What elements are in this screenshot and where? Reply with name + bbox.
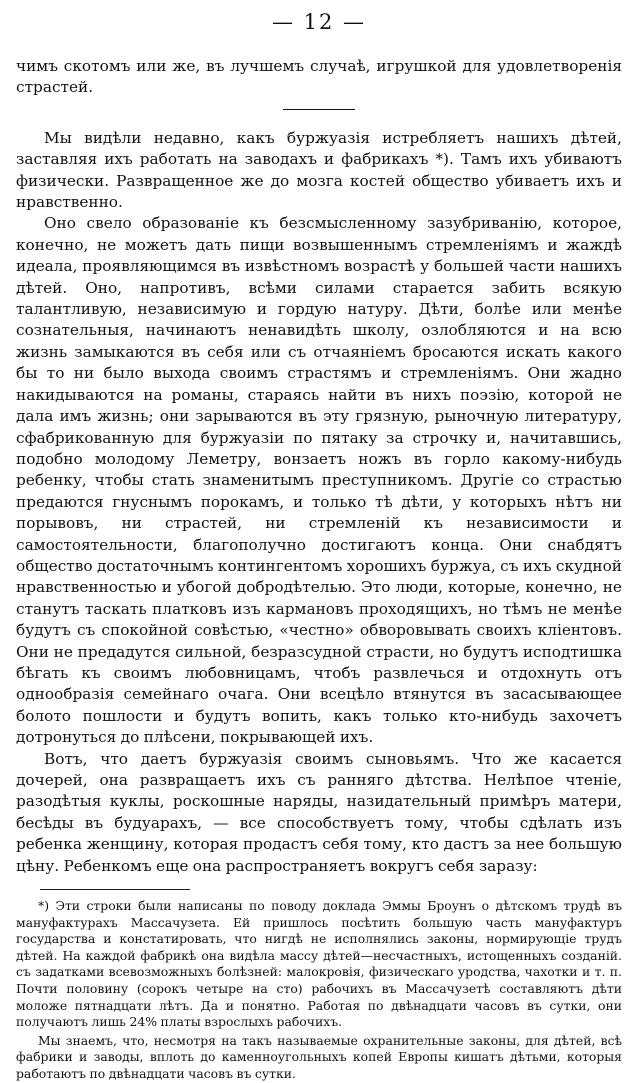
section-separator — [283, 109, 355, 110]
footnote-rule — [40, 889, 190, 890]
footnote-2: Мы знаемъ, что, несмотря на такъ называемые охранительные законы, для дѣтей, всѣ фабрики и заводы, вплоть до каменноугольныхъ копей Европы кишатъ дѣтьми, которыя работаютъ по двѣнадцати часовъ въ сутки. — [16, 1032, 622, 1081]
footnotes — [16, 898, 622, 1083]
paragraph-3: Вотъ, что даетъ буржуазія своимъ сыновьямъ. Что же касается дочерей, она развращаетъ ихъ съ ранняго дѣтства. Нелѣпое чтеніе, разодѣтыя куклы, роскошные наряды, назидательный примѣръ матери, бесѣды въ будуарахъ, — все способствуетъ тому, чтобы сдѣлать изъ ребенка женщину, которая продастъ себя тому, кто дастъ за нее большую цѣну. Ребенкомъ еще она распространяетъ вокругъ себя заразу: — [16, 749, 622, 875]
paragraph-2: Оно свело образованіе къ безсмысленному зазубриванію, которое, конечно, не можетъ дать пищи возвышеннымъ стремленіямъ и жаждѣ идеала, проявляющимся въ извѣстномъ возрастѣ у большей части нашихъ дѣтей. Оно, напротивъ, всѣми силами старается забить всякую талантливую, независимую и гордую натуру. Дѣти, болѣе или менѣе сознательныя, начинаютъ ненавидѣть школу, озлобляются и на всю жизнь замыкаются въ себя или съ отчаяніемъ бросаются искать какого бы то ни было выхода своимъ страстямъ и стремленіямъ. Они жадно накидываются на романы, стараясь найти въ нихъ поэзію, которой не дала имъ жизнь; они зарываются въ эту грязную, рыночную литературу, сфабрикованную для буржуазіи по пятаку за строчку и, начитавшись, подобно молодому Леметру, вонзаетъ ножъ въ горло какому-нибудь ребенку, чтобы стать знаменитымъ преступникомъ. Другіе со страстью предаются гнуснымъ порокамъ, и только тѣ дѣти, у которыхъ нѣтъ ни порывовъ, ни страстей, ни стремленій къ независимости и самостоятельности, благополучно достигаютъ конца. Они снабдятъ общество достаточнымъ контингентомъ хорошихъ буржуа, съ ихъ скудной нравственностью и убогой добродѣтелью. Это люди, которые, конечно, не станутъ таскать платковъ изъ кармановъ проходящихъ, но тѣмъ не менѣе будутъ съ спокойной совѣстью, «честно» обворовывать своихъ кліентовъ. Они не предадутся сильной, безразсудной страсти, но будутъ исподтишка бѣгать къ своимъ любовницамъ, чтобъ развлечься и отдохнуть отъ однообразія семейнаго очага. Они всецѣло втянутся въ засасывающее болото пошлости и будутъ вопить, какъ только кто-нибудь захочетъ дотронуться до плѣсени, покрывающей ихъ. — [16, 214, 622, 747]
paragraph-1: Мы видѣли недавно, какъ буржуазія истребляетъ нашихъ дѣтей, заставляя ихъ работать на заводахъ и фабрикахъ *). Тамъ ихъ убиваютъ физически. Развращенное же до мозга костей общество убиваетъ ихъ и нравственно. — [16, 128, 622, 212]
continued-paragraph: чимъ скотомъ или же, въ лучшемъ случаѣ, игрушкой для удовлетворенія страстей. — [16, 57, 622, 97]
footnote-1: *) Эти строки были написаны по поводу доклада Эммы Броунъ о дѣтскомъ трудѣ въ мануфактурахъ Массачузета. Ей пришлось посѣтить большую часть мануфактуръ государства и констатировать, что нигдѣ не исполнялись законы, нормирующіе трудъ дѣтей. На каждой фабрикѣ она видѣла массу дѣтей—несчастныхъ, истощенныхъ созданій. съ задатками всевозможныхъ болѣзней: малокровія, физическаго уродства, чахотки и т. п. Почти половину (сорокъ четыре на сто) рабочихъ въ Массачузетѣ составляютъ дѣти моложе пятнадцати лѣтъ. Да и понятно. Работая по двѣнадцати часовъ въ сутки, они получаютъ лишь 24% платы взрослыхъ рабочихъ. — [16, 898, 622, 1030]
main-text — [16, 56, 622, 877]
page-number: — 12 — — [271, 10, 367, 34]
